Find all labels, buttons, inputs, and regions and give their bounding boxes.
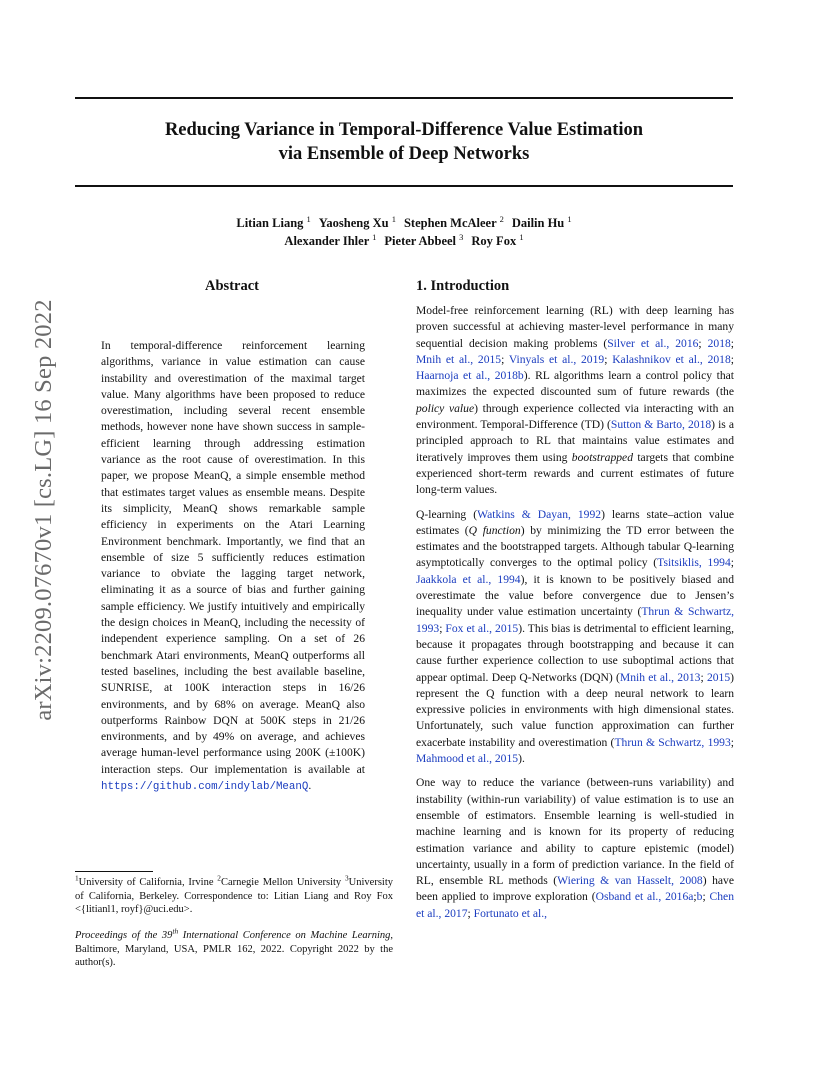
citation-link[interactable]: Thrun & Schwartz, 1993 bbox=[416, 605, 734, 635]
author-affiliation-mark: 1 bbox=[372, 231, 377, 242]
body-text: ; bbox=[730, 735, 734, 749]
body-text: ; bbox=[501, 352, 509, 366]
aff1-mark: 1 bbox=[75, 873, 79, 883]
citation-link[interactable]: Mnih et al., 2013 bbox=[619, 670, 701, 684]
citation-link[interactable]: Sutton & Barto, 2018 bbox=[610, 418, 712, 432]
citation-link[interactable]: Fortunato et al., bbox=[473, 906, 548, 920]
paper-title bbox=[75, 118, 733, 166]
citation-link[interactable]: Mahmood et al., 2015 bbox=[416, 752, 519, 766]
body-text: ; bbox=[698, 336, 708, 350]
aff1-text: University of California, Irvine bbox=[78, 877, 218, 888]
citation-link[interactable]: Thrun & Schwartz, 1993 bbox=[614, 735, 731, 749]
title-rule-top bbox=[75, 97, 733, 99]
body-text: ) is a principled approach to RL that maintains value estimates and iteratively improves them using bbox=[416, 418, 734, 464]
body-text: Q-learning ( bbox=[416, 507, 478, 521]
emphasis-text: bootstrapped bbox=[571, 450, 633, 464]
body-text: ) represent the Q function with a deep neural network to learn expressive policies in environments with high dimensional states. Unfortunately, such value function approximation can further exacerbate instability and overestimation ( bbox=[416, 670, 734, 749]
body-text: Model-free reinforcement learning (RL) with deep learning has proven successful at achieving master-level performance in many sequential decision making problems ( bbox=[416, 304, 734, 350]
footnote-rule bbox=[75, 871, 153, 872]
body-text: ; bbox=[700, 670, 707, 684]
author-affiliation-mark: 1 bbox=[306, 213, 311, 224]
title-line-2: via Ensemble of Deep Networks bbox=[278, 144, 530, 164]
citation-link[interactable]: 2018 bbox=[707, 336, 731, 350]
author-list bbox=[75, 214, 733, 250]
body-text: ), it is known to be positively biased and overestimate the value before convergence due to Jensen’s inequality under value estimation uncertainty ( bbox=[416, 572, 734, 619]
author-name-text: Pieter Abbeel bbox=[384, 234, 457, 248]
author-affiliation-mark: 1 bbox=[519, 231, 524, 242]
body-text: targets that combine experienced short-term rewards and current estimates of future long-term values. bbox=[416, 450, 735, 497]
aff3-text: University of California, Berkeley. Correspondence to: Litian Liang and Roy Fox <{litianl1, royf}@uci.edu>. bbox=[75, 877, 393, 916]
author-affiliation-mark: 2 bbox=[499, 213, 504, 224]
author-name bbox=[403, 213, 504, 230]
code-link[interactable]: https://github.com/indylab/MeanQ bbox=[101, 781, 309, 794]
citation-link[interactable]: Watkins & Dayan, 1992 bbox=[477, 507, 602, 521]
author-affiliation-mark: 1 bbox=[391, 213, 396, 224]
proceedings-post: , Baltimore, Maryland, USA, PMLR 162, 2022. Copyright 2022 by the author(s). bbox=[75, 930, 393, 969]
body-text: One way to reduce the variance (between-runs variability) and instability (within-run variability) of value estimation is to use an ensemble of estimators. Ensemble learning is well-studied in machine learning and is known for its property of reducing estimation variance and ability to capture epistemic (model) uncertainty, usually in a form of prediction variance. In the field of RL, ensemble RL methods ( bbox=[416, 776, 734, 888]
citation-link[interactable]: Haarnoja et al., 2018b bbox=[416, 369, 524, 383]
body-text: ; bbox=[439, 621, 446, 635]
author-line-2 bbox=[75, 232, 733, 250]
author-name bbox=[511, 213, 572, 230]
body-text: ; bbox=[467, 906, 474, 920]
title-rule-bottom bbox=[75, 185, 733, 187]
introduction-heading: 1. Introduction bbox=[416, 278, 510, 294]
author-name-text: Yaosheng Xu bbox=[318, 216, 389, 230]
author-name bbox=[284, 231, 377, 248]
arxiv-identifier: arXiv:2209.07670v1 [cs.LG] 16 Sep 2022 bbox=[30, 299, 57, 721]
introduction-body bbox=[416, 303, 734, 930]
title-line-1: Reducing Variance in Temporal-Difference Value Estimation bbox=[164, 120, 644, 140]
aff2-mark: 2 bbox=[217, 873, 221, 883]
author-name bbox=[236, 213, 311, 230]
author-affiliation-mark: 1 bbox=[567, 213, 572, 224]
citation-link[interactable]: Tsitsiklis, 1994 bbox=[657, 556, 731, 570]
author-name-text: Stephen McAleer bbox=[403, 216, 497, 230]
body-text: ; bbox=[730, 352, 734, 366]
citation-link[interactable]: Chen et al., 2017 bbox=[416, 890, 735, 920]
abstract-body bbox=[101, 338, 365, 795]
arxiv-stamp bbox=[28, 290, 60, 730]
aff3-mark: 3 bbox=[345, 873, 349, 883]
body-text: ). bbox=[518, 752, 525, 766]
author-name bbox=[471, 231, 524, 248]
emphasis-text: Q function bbox=[468, 523, 521, 537]
emphasis-text: policy value bbox=[416, 401, 475, 415]
author-name-text: Litian Liang bbox=[236, 216, 304, 230]
author-name bbox=[384, 231, 464, 248]
body-text: ) by minimizing the TD error between the estimates and the bootstrapped targets. Although tabular Q-learning asymptotically converges to the optimal policy ( bbox=[416, 523, 734, 570]
citation-link[interactable]: Jaakkola et al., 1994 bbox=[416, 572, 521, 586]
citation-link[interactable]: Vinyals et al., 2019 bbox=[508, 352, 605, 366]
body-text: ; bbox=[604, 352, 613, 366]
abstract-end: . bbox=[308, 779, 312, 793]
body-text: ; bbox=[730, 336, 735, 350]
body-text: ) learns state–action value estimates ( bbox=[416, 507, 735, 537]
body-text: ; bbox=[730, 556, 734, 570]
citation-link[interactable]: Wiering & van Hasselt, 2008 bbox=[557, 874, 703, 888]
abstract-text: In temporal-difference reinforcement learning algorithms, variance in value estimation can cause instability and overestimation of the maximal target value. Many algorithms have been proposed to reduce overestimation, including several recent ensemble methods, however none have shown success in sample-efficient learning through addressing estimation variance as the root cause of overestimation. In this paper, we propose MeanQ, a simple ensemble method that estimates target values as ensemble means. Despite its simplicity, MeanQ shows remarkable sample efficiency in experiments on the Atari Learning Environment benchmark. Importantly, we find that an ensemble of size 5 sufficiently reduces estimation variance to obviate the lagging target network, eliminating it as a source of bias and further gaining sample efficiency. We justify intuitively and empirically the design choices in MeanQ, including the necessity of independent experience sampling. On a set of 26 benchmark Atari environments, MeanQ outperforms all tested baselines, including the best available baseline, SUNRISE, at 100K interaction steps in 16/26 environments, and by 68% on average. MeanQ also outperforms Rainbow DQN at 500K steps in 21/26 environments, and by 49% on average, and achieves average human-level performance using 200K (±100K) interaction steps. Our implementation is available at bbox=[101, 339, 365, 776]
body-text: ) through experience collected via interacting with an environment. Temporal-Difference (TD) ( bbox=[416, 401, 734, 432]
citation-link[interactable]: Osband et al., 2016a bbox=[595, 890, 694, 904]
author-name-text: Roy Fox bbox=[471, 234, 517, 248]
proceedings-sup: th bbox=[172, 926, 179, 936]
citation-link[interactable]: Mnih et al., 2015 bbox=[416, 352, 502, 366]
affiliations-footnote bbox=[75, 873, 393, 917]
citation-link[interactable]: Silver et al., 2016 bbox=[607, 336, 699, 350]
intro-paragraph-3 bbox=[416, 775, 734, 922]
author-line-1 bbox=[75, 214, 733, 232]
citation-link[interactable]: b bbox=[696, 890, 703, 904]
intro-paragraph-2 bbox=[416, 507, 734, 768]
body-text: ; bbox=[702, 890, 710, 904]
body-text: ; bbox=[693, 890, 697, 904]
author-name-text: Dailin Hu bbox=[511, 216, 565, 230]
author-name-text: Alexander Ihler bbox=[284, 234, 370, 248]
body-text: ). RL algorithms learn a control policy that maximizes the expected discounted sum of future rewards (the bbox=[416, 369, 735, 399]
body-text: ). This bias is detrimental to efficient learning, because it propagates through bootstrapping and because it can cause further experience collection to use suboptimal actions that appear optimal. Deep Q-Networks (DQN) ( bbox=[416, 621, 734, 684]
body-text: ) have been applied to improve exploration ( bbox=[416, 874, 734, 904]
proceedings-conference: International Conference on Machine Learning bbox=[178, 930, 391, 941]
author-affiliation-mark: 3 bbox=[459, 231, 464, 242]
aff2-text: Carnegie Mellon University bbox=[220, 877, 345, 888]
proceedings-note bbox=[75, 926, 393, 970]
abstract-heading: Abstract bbox=[205, 278, 259, 294]
intro-paragraph-1 bbox=[416, 303, 734, 499]
proceedings-pre: Proceedings of the 39 bbox=[75, 930, 173, 941]
citation-link[interactable]: Kalashnikov et al., 2018 bbox=[612, 352, 731, 366]
citation-link[interactable]: Fox et al., 2015 bbox=[445, 621, 519, 635]
citation-link[interactable]: 2015 bbox=[706, 670, 731, 684]
author-name bbox=[318, 213, 396, 230]
